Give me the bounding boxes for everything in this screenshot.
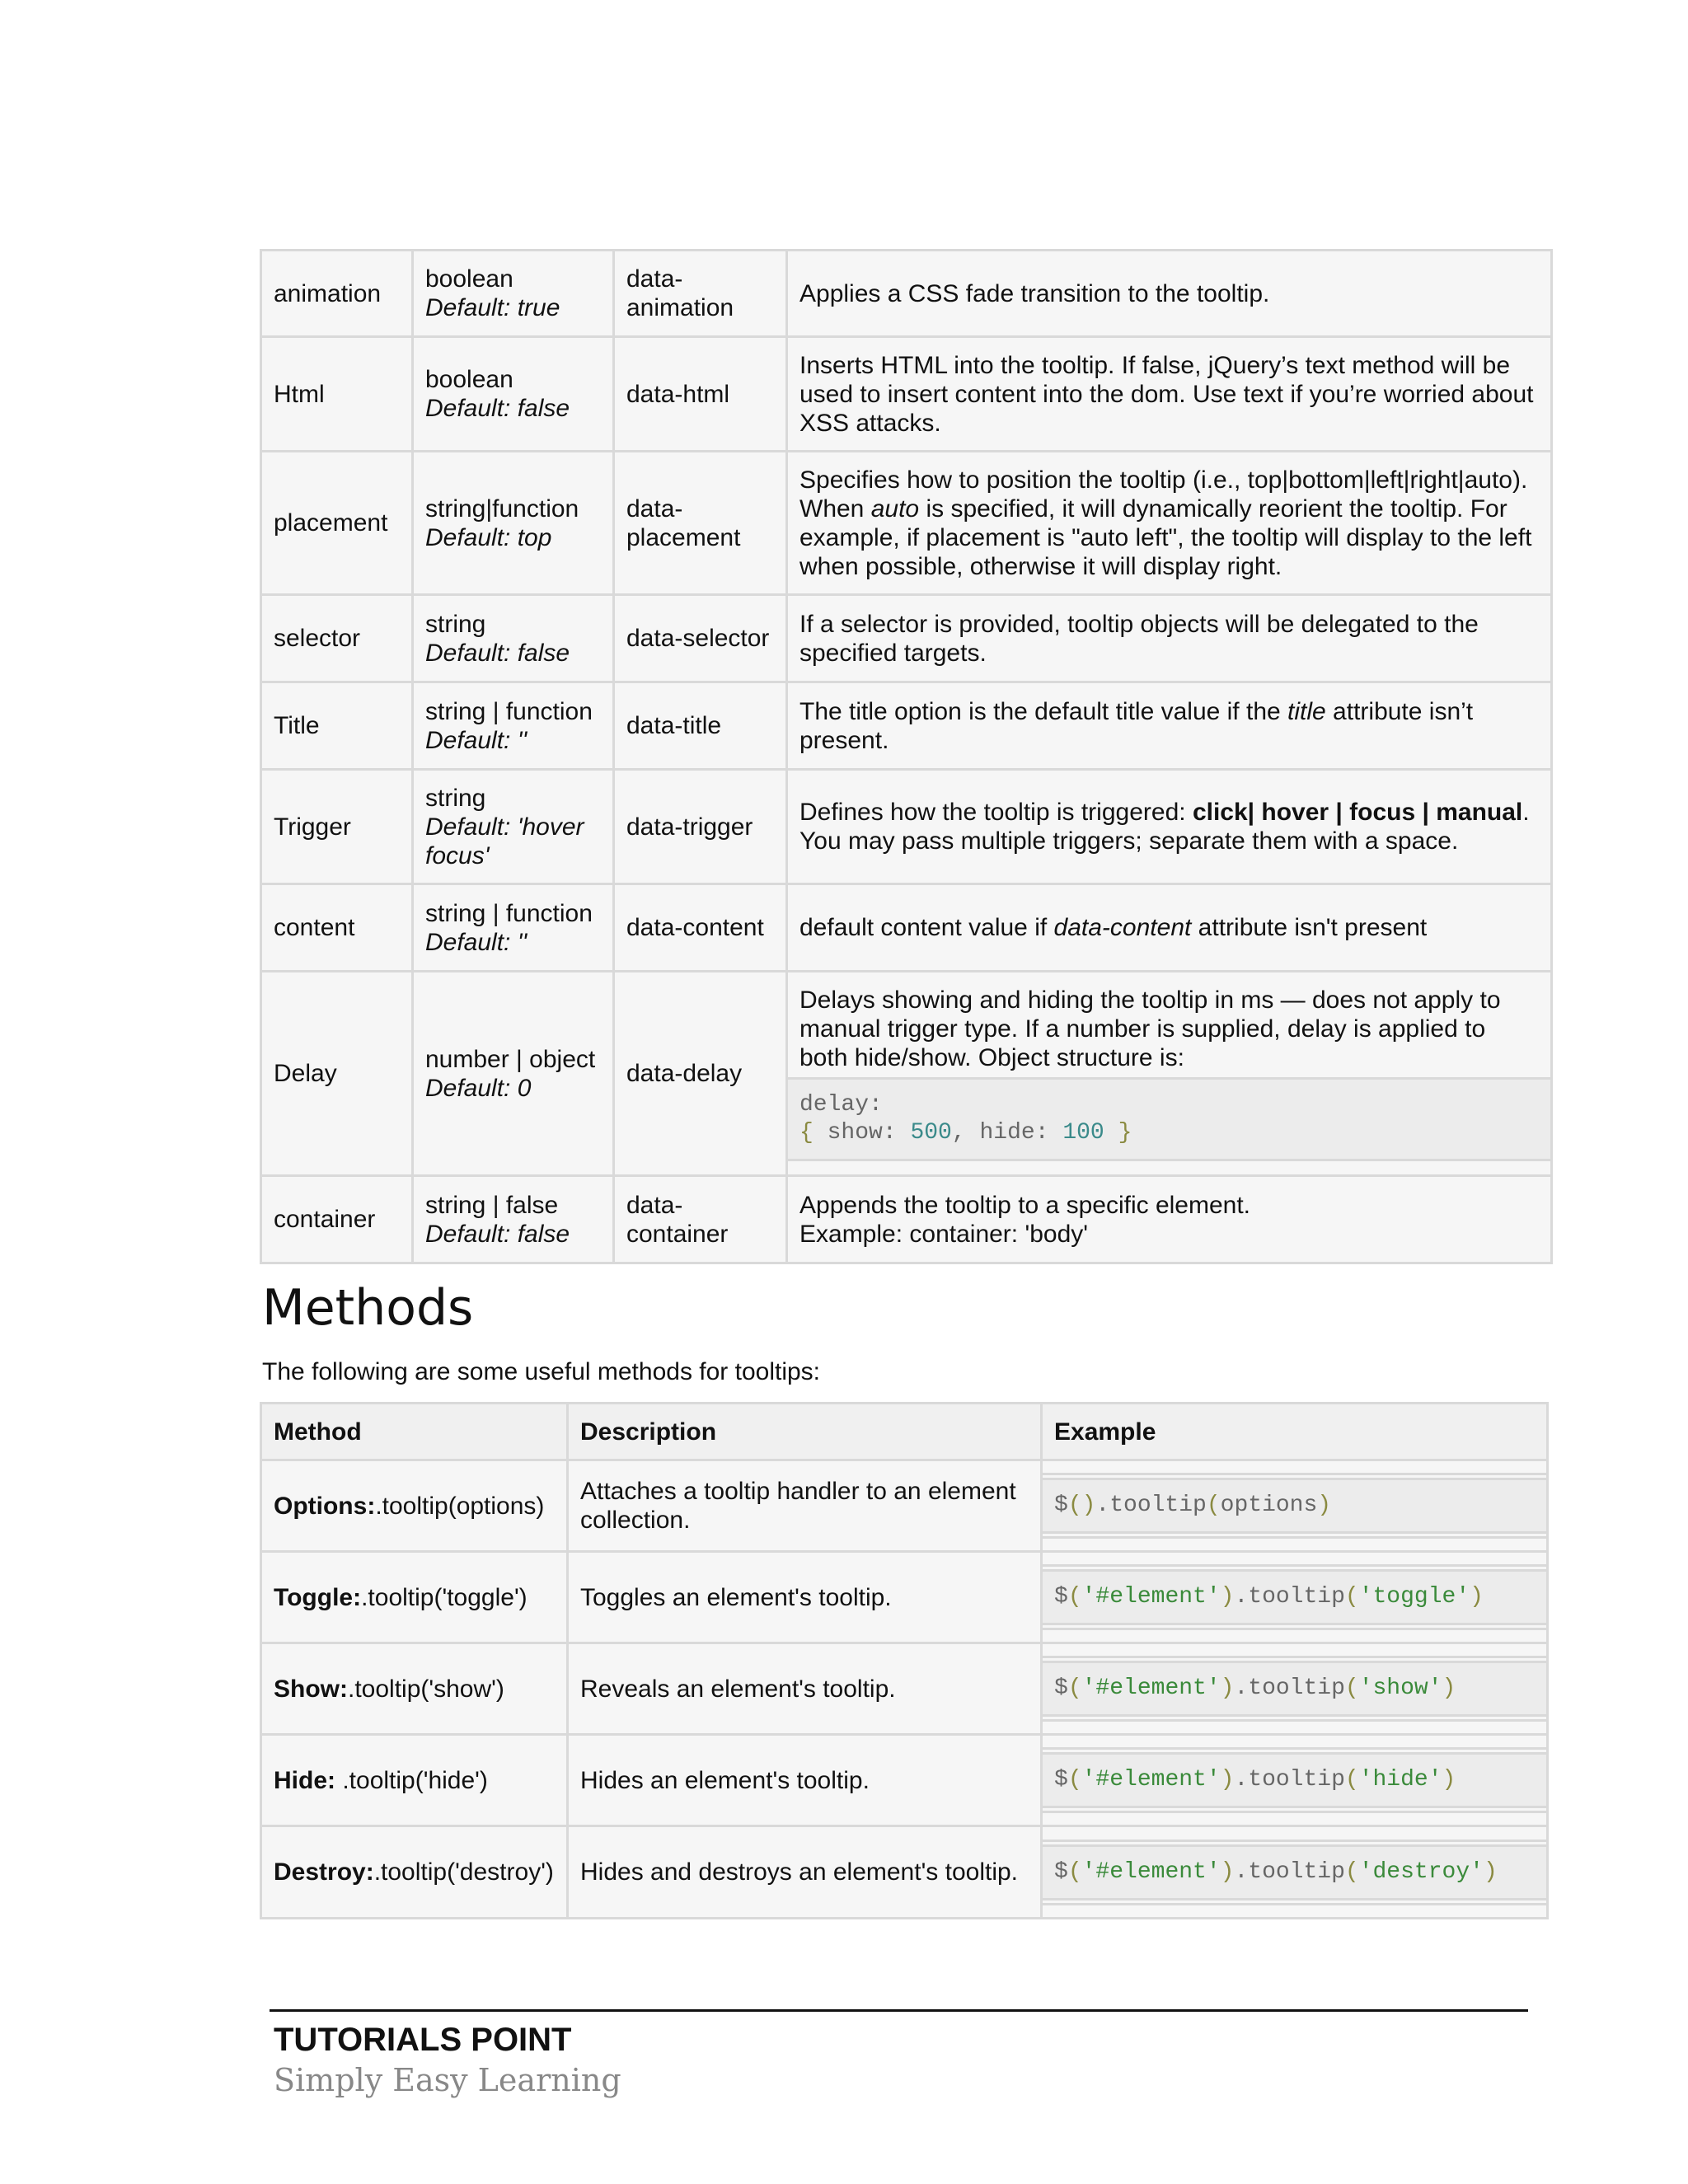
option-attr: data-placement [614, 452, 787, 595]
option-description [787, 972, 1552, 1176]
span: 'toggle' [1358, 1584, 1470, 1610]
option-type [413, 595, 614, 682]
code-token: hide: [979, 1120, 1049, 1146]
option-type [413, 682, 614, 770]
span: ) [1220, 1584, 1235, 1610]
type-value: string | function [425, 899, 593, 927]
option-description: Inserts HTML into the tooltip. If false, jQuery’s text method will be used to insert content into the dom. Use text if you’re worried about XSS attacks. [787, 337, 1552, 452]
span: '#element' [1081, 1584, 1221, 1610]
default-value: Default: 0 [425, 1074, 532, 1102]
method-row-options [261, 1460, 1548, 1552]
footer-brand: TUTORIALS POINT [274, 2022, 572, 2058]
option-description [787, 682, 1552, 770]
option-type [413, 1176, 614, 1263]
option-row-html [261, 337, 1552, 452]
option-row-container [261, 1176, 1552, 1263]
desc-emphasis: auto [870, 494, 920, 523]
desc-text: The title option is the default title value if the [799, 697, 1288, 725]
span: 'show' [1358, 1675, 1442, 1701]
option-name: selector [261, 595, 413, 682]
desc-strong: click| hover | focus | manual [1192, 799, 1523, 826]
span: ( [1067, 1584, 1082, 1610]
example-code [1043, 1752, 1546, 1808]
method-call: .tooltip(options) [375, 1492, 545, 1520]
method-label: Options: [274, 1492, 376, 1520]
method-call: .tooltip('toggle') [361, 1583, 528, 1611]
option-type [413, 337, 614, 452]
span: .tooltip [1234, 1584, 1345, 1610]
option-attr: data-selector [614, 595, 787, 682]
desc-text: default content value if [799, 914, 1054, 941]
span: ( [1067, 1767, 1082, 1793]
div [1043, 1656, 1546, 1722]
div [1043, 1473, 1546, 1539]
option-attr: data-container [614, 1176, 787, 1263]
method-description: Reveals an element's tooltip. [568, 1643, 1042, 1735]
span: ) [1442, 1767, 1456, 1793]
span: ( [1067, 1858, 1082, 1885]
desc-emphasis: data-content [1053, 914, 1192, 941]
footer-divider [270, 2009, 1528, 2012]
type-value: string | false [425, 1191, 559, 1219]
option-row-selector [261, 595, 1552, 682]
desc-text: is specified, it will dynamically reorient the tooltip. For example, if placement is "auto left", the tooltip will display to the left when possible, otherwise it will display right. [799, 494, 1532, 580]
methods-table [260, 1402, 1549, 1919]
option-attr: data-title [614, 682, 787, 770]
span: ) [1220, 1767, 1235, 1793]
option-attr: data-content [614, 884, 787, 972]
option-description [787, 452, 1552, 595]
default-value: Default: 'hover focus' [425, 813, 584, 869]
option-description [787, 770, 1552, 884]
desc-text: Defines how the tooltip is triggered: [799, 799, 1193, 826]
method-description: Toggles an element's tooltip. [568, 1552, 1042, 1643]
method-name [261, 1826, 568, 1919]
code-token: show: [827, 1120, 897, 1146]
method-example [1042, 1735, 1548, 1826]
option-name: Title [261, 682, 413, 770]
option-description: Applies a CSS fade transition to the tooltip. [787, 251, 1552, 337]
option-type [413, 972, 614, 1176]
option-row-animation [261, 251, 1552, 337]
default-value: Default: '' [425, 928, 528, 956]
option-type [413, 452, 614, 595]
option-row-placement [261, 452, 1552, 595]
desc-text: . You may pass multiple triggers; separate them with a space. [799, 799, 1530, 855]
methods-header-row [261, 1404, 1548, 1460]
span: $ [1054, 1675, 1068, 1701]
div [1043, 1747, 1546, 1813]
example-code [1043, 1569, 1546, 1625]
delay-code-block [788, 1077, 1550, 1161]
option-type [413, 770, 614, 884]
method-row-hide [261, 1735, 1548, 1826]
code-token: , [951, 1120, 966, 1146]
span: .tooltip [1234, 1858, 1345, 1885]
option-description: If a selector is provided, tooltip objects will be delegated to the specified targets. [787, 595, 1552, 682]
method-example [1042, 1643, 1548, 1735]
methods-heading: Methods [262, 1279, 474, 1337]
option-name: container [261, 1176, 413, 1263]
option-description [787, 1176, 1552, 1263]
method-name [261, 1735, 568, 1826]
method-label: Toggle: [274, 1583, 362, 1611]
desc-text: attribute isn't present [1191, 914, 1428, 941]
default-value: Default: top [425, 523, 552, 551]
span: ( [1344, 1767, 1359, 1793]
option-type [413, 884, 614, 972]
option-row-delay [261, 972, 1552, 1176]
option-type [413, 251, 614, 337]
default-value: Default: true [425, 294, 560, 321]
method-example [1042, 1552, 1548, 1643]
span: ( [1344, 1675, 1359, 1701]
option-attr: data-html [614, 337, 787, 452]
type-value: boolean [425, 265, 513, 293]
span: ( [1206, 1493, 1221, 1518]
header-description: Description [568, 1404, 1042, 1460]
span: () [1067, 1493, 1096, 1518]
span: ) [1317, 1493, 1332, 1518]
span: options [1220, 1493, 1318, 1518]
option-attr: data-animation [614, 251, 787, 337]
default-value: Default: '' [425, 726, 528, 754]
method-call: .tooltip('hide') [335, 1766, 488, 1794]
option-name: Delay [261, 972, 413, 1176]
header-example: Example [1042, 1404, 1548, 1460]
method-example [1042, 1826, 1548, 1919]
option-name: Trigger [261, 770, 413, 884]
span: .tooltip [1234, 1675, 1345, 1701]
desc-text: Appends the tooltip to a specific element. [799, 1191, 1251, 1219]
method-label: Show: [274, 1675, 348, 1703]
method-name [261, 1460, 568, 1552]
option-attr: data-delay [614, 972, 787, 1176]
method-name [261, 1643, 568, 1735]
option-name: content [261, 884, 413, 972]
method-call: .tooltip('destroy') [373, 1858, 554, 1886]
type-value: string [425, 610, 486, 638]
methods-intro: The following are some useful methods for tooltips: [262, 1358, 821, 1385]
method-label: Hide: [274, 1766, 335, 1794]
span: ) [1483, 1858, 1498, 1885]
span: ( [1067, 1675, 1082, 1701]
method-description: Attaches a tooltip handler to an element collection. [568, 1460, 1042, 1552]
code-token: delay: [799, 1092, 883, 1118]
div [1043, 1564, 1546, 1630]
span: '#element' [1081, 1675, 1221, 1701]
span: '#element' [1081, 1858, 1221, 1885]
div [1043, 1840, 1546, 1905]
footer-tagline: Simply Easy Learning [274, 2062, 621, 2098]
span: $ [1054, 1584, 1068, 1610]
option-row-trigger [261, 770, 1552, 884]
span: 'hide' [1358, 1767, 1442, 1793]
span: 'destroy' [1358, 1858, 1484, 1885]
span: ( [1344, 1858, 1359, 1885]
span: .tooltip [1095, 1493, 1207, 1518]
method-description: Hides and destroys an element's tooltip. [568, 1826, 1042, 1919]
default-value: Default: false [425, 1220, 570, 1248]
desc-text: Example: container: 'body' [799, 1220, 1088, 1248]
span: '#element' [1081, 1767, 1221, 1793]
span: $ [1054, 1767, 1068, 1793]
span: $ [1054, 1493, 1068, 1518]
type-value: number | object [425, 1045, 596, 1073]
method-row-toggle [261, 1552, 1548, 1643]
option-name: placement [261, 452, 413, 595]
options-table [260, 249, 1553, 1264]
type-value: string [425, 784, 486, 812]
method-call: .tooltip('show') [348, 1675, 504, 1703]
desc-emphasis: title [1287, 697, 1326, 725]
span: ) [1220, 1675, 1235, 1701]
span: ) [1220, 1858, 1235, 1885]
option-attr: data-trigger [614, 770, 787, 884]
default-value: Default: false [425, 395, 570, 422]
method-label: Destroy: [274, 1858, 374, 1886]
method-example [1042, 1460, 1548, 1552]
type-value: string | function [425, 697, 593, 725]
option-row-title [261, 682, 1552, 770]
desc-text: Delays showing and hiding the tooltip in ms — does not apply to manual trigger type. If a number is supplied, delay is applied to both hide/show. Object structure is: [799, 987, 1501, 1071]
option-name: animation [261, 251, 413, 337]
example-code [1043, 1844, 1546, 1900]
code-token: 100 [1062, 1120, 1104, 1146]
span: ) [1470, 1584, 1484, 1610]
method-row-show [261, 1643, 1548, 1735]
desc-text: Specifies how to position the tooltip (i.e., top|bottom|left|right|auto). When [799, 466, 1528, 523]
span: $ [1054, 1858, 1068, 1885]
option-description [787, 884, 1552, 972]
header-method: Method [261, 1404, 568, 1460]
span: .tooltip [1234, 1767, 1345, 1793]
example-code [1043, 1478, 1546, 1534]
code-token: { [799, 1120, 814, 1146]
span: ( [1344, 1584, 1359, 1610]
option-name: Html [261, 337, 413, 452]
method-row-destroy [261, 1826, 1548, 1919]
span: ) [1442, 1675, 1456, 1701]
code-token: 500 [910, 1120, 952, 1146]
method-name [261, 1552, 568, 1643]
code-token: } [1118, 1120, 1132, 1146]
desc-text: attribute isn’t present. [799, 697, 1474, 754]
type-value: boolean [425, 366, 513, 393]
method-description: Hides an element's tooltip. [568, 1735, 1042, 1826]
example-code [1043, 1661, 1546, 1717]
option-row-content [261, 884, 1552, 972]
type-value: string|function [425, 494, 579, 523]
default-value: Default: false [425, 639, 570, 667]
